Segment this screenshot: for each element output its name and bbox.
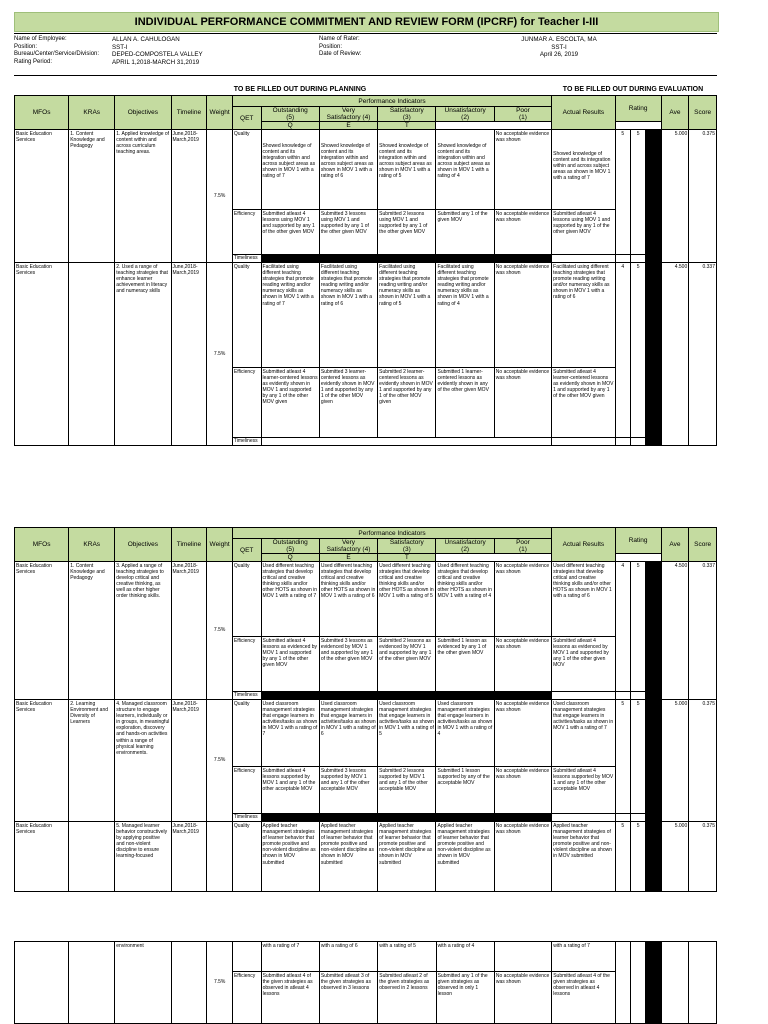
very-num: Satisfactory (4): [326, 546, 371, 553]
timeliness-q: [615, 692, 630, 700]
form-title: [14, 12, 719, 32]
quality-5: Facilitated using different teaching strategies that promote reading writing and/or numeracy skills as shown in MOV 1 with a rating of 7: [261, 263, 319, 368]
e-header: E: [319, 554, 377, 562]
timeline-cell: June,2018-March,2019: [171, 700, 207, 822]
weight-cell: 7.5%: [207, 130, 233, 263]
satisfactory-header: [378, 539, 436, 554]
weight-cell: 7.5%: [207, 562, 233, 700]
quality-5: with a rating of 7: [261, 942, 319, 972]
quality-4: Applied teacher management strategies of learner behavior that promote positive and non-violent discipline as shown in MOV submitted: [319, 822, 377, 892]
quality-5: [261, 130, 319, 210]
rating-t: [646, 700, 661, 822]
very-label: Very: [342, 539, 356, 546]
rating-q: [615, 942, 630, 1024]
mfo-cell: Basic Education Services: [15, 822, 69, 892]
q-header: Q: [261, 122, 319, 130]
timeliness-q: [615, 438, 630, 446]
actual-quality: with a rating of 7: [552, 942, 615, 972]
timeliness-cells: [261, 438, 552, 446]
efficiency-5: Submitted atleast 4 of the given strategies as observed in atleast 4 lessons: [261, 972, 319, 1024]
qet-header: QET: [232, 539, 261, 562]
rater-labels: [319, 36, 399, 59]
efficiency-label: Efficiency: [232, 637, 261, 692]
efficiency-3: Submitted 2 learner-centered lessons as evidently shown in MOV 1 and supported by any 1 of the other MOV given: [378, 368, 436, 438]
actual-quality: Applied teacher management strategies of learner behavior that promote positive and non-violent discipline as shown in MOV submitted: [552, 822, 615, 892]
quality-5: Applied teacher management strategies of learner behavior that promote positive and non-violent discipline as shown in MOV submitted: [261, 822, 319, 892]
efficiency-1: No acceptable evidence was shown: [494, 767, 551, 814]
employee-bureau: DEPED-COMPOSTELA VALLEY: [112, 51, 203, 58]
timeliness-bar: [261, 255, 552, 263]
mfo-cell: Basic Education Services: [15, 263, 69, 446]
mfos-header: MFOs: [15, 96, 69, 130]
outstanding-header: [261, 107, 319, 122]
quality-5: Used classroom management strategies that engage learners in activities/tasks as shown in MOV 1 with a rating of 7: [261, 700, 319, 767]
poor-num: (1): [518, 114, 527, 121]
kra-cell: [69, 942, 115, 1024]
objective-cell: 1. Applied knowledge of content within and across curriculum teaching areas.: [115, 130, 171, 263]
employee-position: SST-I: [112, 43, 128, 51]
quality-3: with a rating of 5: [378, 942, 436, 972]
score-cell: 0.337: [689, 562, 717, 700]
objective-cell: 2. Used a range of teaching strategies that enhance learner achievement in literacy and numeracy skills: [115, 263, 171, 446]
mfo-cell: Basic Education Services: [15, 562, 69, 700]
efficiency-1: No acceptable evidence was shown: [494, 637, 551, 692]
rater-name-label: Name of Rater:: [319, 36, 360, 42]
efficiency-4: Submitted 3 learner-centered lessons as evidently shown in MOV 1 and supported by any 1 of the other MOV given: [319, 368, 377, 438]
weight-cell: [207, 822, 233, 892]
ave-cell: 5.000: [661, 700, 689, 822]
qet-header: QET: [232, 107, 261, 130]
quality-2: Used classroom management strategies that engage learners in activities/tasks as shown in MOV 1 with a rating of 4: [436, 700, 494, 767]
efficiency-2: Submitted 1 lesson as evidenced by any 1 of the other given MOV: [436, 637, 494, 692]
rating-t: [646, 562, 661, 700]
t-header: T: [378, 554, 436, 562]
form-title-text: INDIVIDUAL PERFORMANCE COMMITMENT AND REVIEW FORM (IPCRF) for Teacher I-III: [134, 16, 599, 28]
efficiency-1: No acceptable evidence was shown: [494, 368, 551, 438]
actual-quality: Used classroom management strategies that engage learners in activities/tasks as shown in MOV 1 with a rating of 7: [552, 700, 615, 767]
rating-q: 5: [615, 700, 630, 814]
timeline-cell: June,2018-March,2019: [171, 130, 207, 263]
timeliness-e: [630, 438, 645, 446]
actual-quality: Facilitated using different teaching strategies that promote reading writing and/or numeracy skills as shown in MOV 1 with a rating of 6: [552, 263, 615, 368]
efficiency-5: Submitted atleast 4 lessons supported by MOV 1 and any 1 of the other acceptable MOV: [261, 767, 319, 814]
rating-header: Rating: [615, 96, 661, 122]
weight-header: Weight: [207, 96, 233, 130]
rating-t: [646, 942, 661, 1024]
rater-date: April 26, 2019: [539, 51, 579, 58]
quality-2: [436, 130, 494, 210]
unsatisfactory-label: Unsatisfactory: [444, 539, 486, 546]
objective-cell: 3. Applied a range of teaching strategies to develop critical and creative thinking, as well as other higher order thinking skills.: [115, 562, 171, 700]
e-header: E: [319, 122, 377, 130]
efficiency-5: Submitted atleast 4 lessons using MOV 1 and supported by any 1 of the other given MOV: [261, 210, 319, 255]
evaluation-caption: TO BE FILLED OUT DURING EVALUATION: [562, 86, 704, 93]
quality-label: Quality: [232, 700, 261, 767]
timeline-cell: June,2018-March,2019: [171, 263, 207, 446]
unsatisfactory-header: [436, 107, 494, 122]
poor-label: Poor: [516, 539, 530, 546]
timeliness-q: [615, 814, 630, 822]
mfos-header: MFOs: [15, 528, 69, 562]
actual-timeliness: [552, 255, 615, 263]
timeliness-q: [615, 255, 630, 263]
poor-num: (1): [518, 546, 527, 553]
rating-q: 5: [615, 822, 630, 892]
kra-cell: [69, 822, 115, 892]
weight-cell: 7.5%: [207, 700, 233, 822]
actual-quality-text: Showed knowledge of content and its integration within and across subject areas as shown in MOV 1 with a rating of 7: [553, 151, 611, 182]
q-header: Q: [261, 554, 319, 562]
timeliness-label: Timeliness: [232, 814, 261, 822]
quality-2: Facilitated using different teaching strategies that promote reading writing and/or numeracy skills as shown in MOV 1 with a rating of 4: [436, 263, 494, 368]
employee-name-label: Name of Employee:: [14, 36, 67, 42]
quality-label: Quality: [232, 822, 261, 892]
employee-bureau-label: Bureau/Center/Service/Division:: [14, 51, 100, 57]
efficiency-3: Submitted 2 lessons as evidenced by MOV 1 and supported by any 1 of the other given MOV: [378, 637, 436, 692]
poor-label: Poor: [516, 107, 530, 114]
timeline-header: Timeline: [171, 528, 207, 562]
efficiency-1: No acceptable evidence was shown: [494, 972, 551, 1024]
ipcrf-table-1: [14, 95, 717, 446]
quality-4: Facilitated using different teaching strategies that promote reading writing and/or numeracy skills as shown in MOV 1 with a rating of 6: [319, 263, 377, 368]
objective-cell: environment: [115, 942, 171, 1024]
rating-q: 5: [615, 130, 630, 255]
employee-name: ALLAN A. CAHULOGAN: [112, 36, 180, 43]
rater-date-label: Date of Review:: [319, 51, 362, 57]
quality-1: No acceptable evidence was shown: [494, 130, 551, 210]
quality-4-text: Showed knowledge of content and its integration within and across subject areas as shown in MOV 1 with a rating of 6: [320, 143, 374, 180]
ipcrf-table-3: [14, 941, 717, 1024]
score-cell: 0.375: [689, 822, 717, 892]
quality-4: with a rating of 6: [319, 942, 377, 972]
efficiency-4: Submitted 3 lessons supported by MOV 1 and any 1 of the other acceptable MOV: [319, 767, 377, 814]
actual-efficiency: Submitted atleast 4 learner-centered lessons as evidently shown in MOV 1 and supported by any 1 of the other MOV given: [552, 368, 615, 438]
timeliness-e: [630, 255, 645, 263]
efficiency-4: Submitted 3 lessons as evidenced by MOV 1 and supported by any 1 of the other given MOV: [319, 637, 377, 692]
rater-name: JUNMAR A. ESCOLTA, MA: [521, 36, 597, 43]
objective-cell: 5. Managed learner behavior constructively by applying positive and non-violent discipline to ensure learning-focused: [115, 822, 171, 892]
quality-1: No acceptable evidence was shown: [494, 822, 551, 892]
efficiency-4: Submitted 3 lessons using MOV 1 and supported by any 1 of the other given MOV: [319, 210, 377, 255]
quality-3: Facilitated using different teaching strategies that promote reading writing and/or numeracy skills as shown in MOV 1 with a rating of 5: [378, 263, 436, 368]
timeline-cell: [171, 942, 207, 1024]
timeliness-label: Timeliness: [232, 255, 261, 263]
weight-cell: 7.5%: [207, 942, 233, 1024]
quality-1: No acceptable evidence was shown: [494, 263, 551, 368]
ave-header: Ave: [661, 528, 689, 562]
very-satisfactory-header: [319, 539, 377, 554]
header-info: [14, 33, 717, 76]
quality-cont: [232, 942, 261, 972]
actual-efficiency: Submitted atleast 4 lessons using MOV 1 and supported by any 1 of the other given MOV: [552, 210, 615, 255]
quality-2: Used different teaching strategies that develop critical and creative thinking skills and/or other HOTS as shown in MOV 1 with a rating of 4: [436, 562, 494, 637]
ipcrf-table-2: [14, 527, 717, 892]
very-label: Very: [342, 107, 356, 114]
ave-cell: [661, 942, 689, 1024]
rating-e: [630, 942, 645, 1024]
planning-caption: TO BE FILLED OUT DURING PLANNING: [233, 86, 367, 93]
efficiency-1: No acceptable evidence was shown: [494, 210, 551, 255]
efficiency-3: Submitted 2 lessons using MOV 1 and supported by any 1 of the other given MOV: [378, 210, 436, 255]
satisfactory-num: (3): [402, 114, 411, 121]
efficiency-2: Submitted any 1 of the given strategies as observed in only 1 lesson: [436, 972, 494, 1024]
ave-cell: 5.000: [661, 130, 689, 263]
kras-header: KRAs: [69, 528, 115, 562]
timeliness-e: [630, 692, 645, 700]
efficiency-2: Submitted 1 lesson supported by any of the acceptable MOV: [436, 767, 494, 814]
quality-2-text: Showed knowledge of content and its integration within and across subject areas as shown in MOV 1 with a rating of 4: [437, 143, 491, 180]
kras-header: KRAs: [69, 96, 115, 130]
quality-4: Used different teaching strategies that develop critical and creative thinking skills and/or other HOTS as shown in MOV 1 with a rating of 6: [319, 562, 377, 637]
mfo-cell: Basic Education Services: [15, 700, 69, 822]
timeliness-bar: [261, 814, 552, 822]
performance-indicators-header: Performance Indicators: [232, 96, 551, 107]
rating-e: 5: [630, 562, 645, 692]
employee-period: APRIL 1,2018-MARCH 31,2019: [112, 58, 200, 66]
quality-3: [378, 130, 436, 210]
rating-header: Rating: [615, 528, 661, 554]
satisfactory-header: [378, 107, 436, 122]
timeline-cell: June,2018-March,2019: [171, 822, 207, 892]
quality-4: Used classroom management strategies that engage learners in activities/tasks as shown in MOV 1 with a rating of 6: [319, 700, 377, 767]
quality-2: Applied teacher management strategies of learner behavior that promote positive and non-violent discipline as shown in MOV submitted: [436, 822, 494, 892]
efficiency-2: Submitted 1 learner-centered lessons as evidently shown in any of the other given MOV: [436, 368, 494, 438]
score-cell: [689, 942, 717, 1024]
quality-label: Quality: [232, 130, 261, 210]
quality-4: [319, 130, 377, 210]
rater-values: [494, 36, 624, 59]
actual-results-header: Actual Results: [552, 528, 615, 562]
quality-3: Used different teaching strategies that develop critical and creative thinking skills and/or other HOTS as shown in MOV 1 with a rating of 5: [378, 562, 436, 637]
outstanding-header: [261, 539, 319, 554]
quality-label: Quality: [232, 562, 261, 637]
efficiency-label: Efficiency: [232, 972, 261, 1024]
outstanding-num: (5): [286, 114, 295, 121]
quality-3: Used classroom management strategies that engage learners in activities/tasks as shown in MOV 1 with a rating of 5: [378, 700, 436, 767]
ave-cell: 4.500: [661, 562, 689, 700]
efficiency-label: Efficiency: [232, 368, 261, 438]
efficiency-5: Submitted atleast 4 lessons as evidenced by MOV 1 and supported by any 1 of the other given MOV: [261, 637, 319, 692]
quality-1: [494, 942, 551, 972]
actual-timeliness: [552, 438, 615, 446]
actual-results-header: Actual Results: [552, 96, 615, 130]
rating-t: [646, 263, 661, 446]
ave-header: Ave: [661, 96, 689, 130]
rating-t: [646, 822, 661, 892]
score-header: Score: [689, 96, 717, 130]
timeliness-bar: [261, 692, 552, 700]
rating-e: 5: [630, 700, 645, 814]
unsatisfactory-num: (2): [461, 114, 470, 121]
weight-cell: 7.5%: [207, 263, 233, 446]
weight-header: Weight: [207, 528, 233, 562]
ave-cell: 4.500: [661, 263, 689, 446]
efficiency-3: Submitted atleast 2 of the given strategies as observed in 2 lessons: [378, 972, 436, 1024]
satisfactory-num: (3): [402, 546, 411, 553]
quality-1: No acceptable evidence was shown: [494, 562, 551, 637]
employee-position-label: Position:: [14, 43, 38, 50]
actual-efficiency: Submitted atleast 4 lessons supported by MOV 1 and any 1 of the other acceptable MOV: [552, 767, 615, 814]
rating-e: 5: [630, 130, 645, 255]
score-header: Score: [689, 528, 717, 562]
objectives-header: Objectives: [115, 96, 171, 130]
outstanding-label: Outstanding: [272, 107, 308, 114]
quality-label: Quality: [232, 263, 261, 368]
t-header: T: [378, 122, 436, 130]
timeline-header: Timeline: [171, 96, 207, 130]
very-num: Satisfactory (4): [326, 114, 371, 121]
rating-q: 4: [615, 263, 630, 438]
mfo-cell: Basic Education Services: [15, 130, 69, 263]
mfo-cell: [15, 942, 69, 1024]
efficiency-3: Submitted 2 lessons supported by MOV 1 and any 1 of the other acceptable MOV: [378, 767, 436, 814]
objective-cell: 4. Managed classroom structure to engage learners, individually or in groups, in meaningful exploration, discovery and hands-on activities within a range of physical learning environments.: [115, 700, 171, 822]
satisfactory-label: Satisfactory: [389, 107, 424, 114]
timeline-cell: June,2018-March,2019: [171, 562, 207, 700]
timeliness-e: [630, 814, 645, 822]
rating-e: 5: [630, 263, 645, 438]
actual-timeliness: [552, 692, 615, 700]
employee-period-label: Rating Period:: [14, 58, 53, 65]
rater-position-label: Position:: [319, 43, 343, 50]
score-cell: 0.375: [689, 130, 717, 263]
actual-quality: [552, 130, 615, 210]
quality-3: Applied teacher management strategies of learner behavior that promote positive and non-violent discipline as shown in MOV submitted: [378, 822, 436, 892]
kra-cell: 1. Content Knowledge and Pedagogy: [69, 562, 115, 700]
rater-position: SST-I: [551, 43, 567, 51]
kra-cell: 1. Content Knowledge and Pedagogy: [69, 130, 115, 263]
employee-values: [112, 36, 203, 66]
kra-cell: [69, 263, 115, 446]
timeliness-label: Timeliness: [232, 438, 261, 446]
efficiency-4: Submitted atleast 3 of the given strategies as observed in 3 lessons: [319, 972, 377, 1024]
timeliness-label: Timeliness: [232, 692, 261, 700]
unsatisfactory-header: [436, 539, 494, 554]
employee-labels: [14, 36, 104, 66]
quality-5-text: Showed knowledge of content and its integration within and across subject areas as shown in MOV 1 with a rating of 7: [262, 143, 316, 180]
efficiency-2: Submitted any 1 of the given MOV: [436, 210, 494, 255]
actual-efficiency: Submitted atleast 4 of the given strategies as observed in atleast 4 lessons: [552, 972, 615, 1024]
score-cell: 0.375: [689, 700, 717, 822]
outstanding-num: (5): [286, 546, 295, 553]
actual-efficiency: Submitted atleast 4 lessons as evidenced by MOV 1 and supported by any 1 of the other given MOV: [552, 637, 615, 692]
unsatisfactory-num: (2): [461, 546, 470, 553]
efficiency-label: Efficiency: [232, 210, 261, 255]
quality-2: with a rating of 4: [436, 942, 494, 972]
efficiency-5: Submitted atleast 4 learner-centered lessons as evidently shown in MOV 1 and supported by any 1 of the other MOV given: [261, 368, 319, 438]
score-cell: 0.337: [689, 263, 717, 446]
unsatisfactory-label: Unsatisfactory: [444, 107, 486, 114]
rating-e: 5: [630, 822, 645, 892]
quality-1: No acceptable evidence was shown: [494, 700, 551, 767]
ave-cell: 5.000: [661, 822, 689, 892]
efficiency-label: Efficiency: [232, 767, 261, 814]
actual-timeliness: [552, 814, 615, 822]
quality-5: Used different teaching strategies that develop critical and creative thinking skills and/or other HOTS as shown in MOV 1 with a rating of 7: [261, 562, 319, 637]
outstanding-label: Outstanding: [272, 539, 308, 546]
actual-quality: Used different teaching strategies that develop critical and creative thinking skills and/or other HOTS as shown in MOV 1 with a rating of 6: [552, 562, 615, 637]
very-satisfactory-header: [319, 107, 377, 122]
objectives-header: Objectives: [115, 528, 171, 562]
quality-3-text: Showed knowledge of content and its integration within and across subject areas as shown in MOV 1 with a rating of 5: [379, 143, 432, 180]
rating-t: [646, 130, 661, 263]
poor-header: [494, 539, 551, 554]
satisfactory-label: Satisfactory: [389, 539, 424, 546]
rating-q: 4: [615, 562, 630, 692]
poor-header: [494, 107, 551, 122]
performance-indicators-header: Performance Indicators: [232, 528, 551, 539]
kra-cell: 2. Learning Environment and Diversity of Learners: [69, 700, 115, 822]
